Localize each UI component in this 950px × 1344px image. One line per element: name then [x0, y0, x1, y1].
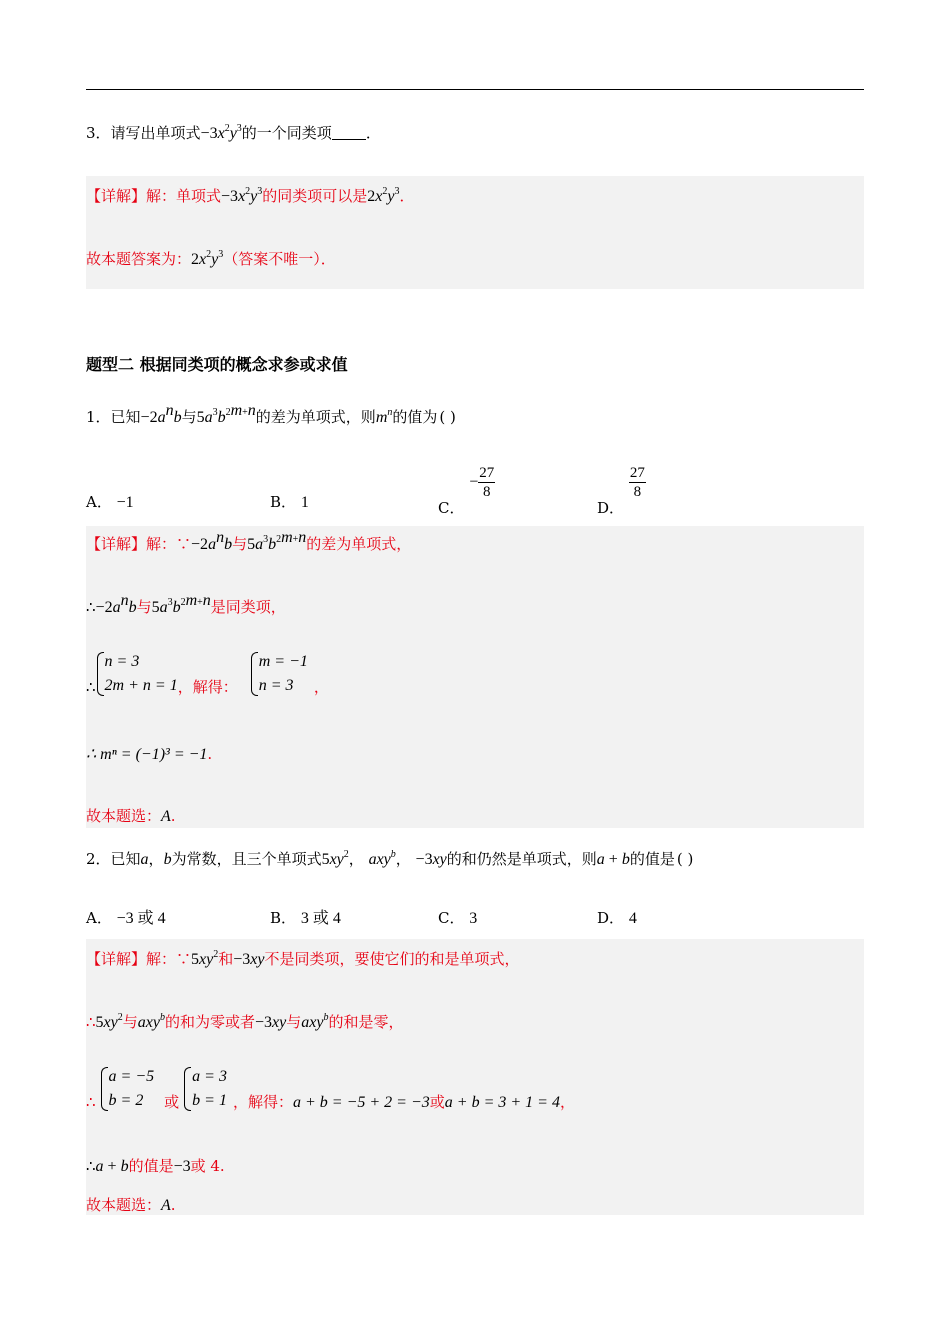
solution-1-line-2: $\therefore-2a^nb$与$5a^3b^{2m+n}$是同类项，	[86, 592, 286, 616]
solution-box-3	[86, 176, 864, 289]
solution-2-line-1: 【详解】解：$\because 5xy^2$和−3xy不是同类项，要使它们的和是单项式，	[86, 949, 520, 968]
solution-1-line-3: ∴ n = 3 2m + n = 1 ，解得： m = −1 n = 3 ，	[86, 650, 329, 699]
equation-system: a = 3 b = 1	[183, 1065, 227, 1113]
solution-3-line-2: 故本题答案为：$2x^2y^3$（答案不唯一）．	[86, 249, 336, 268]
answer-blank	[332, 125, 366, 140]
equation-system: m = −1 n = 3	[250, 650, 308, 698]
solution-box-1	[86, 526, 864, 828]
q2-option-a[interactable]: A． −3 或 4	[86, 909, 166, 927]
q1-option-d[interactable]: D． $\frac{27}{8}$	[597, 465, 645, 517]
solution-2-line-2: $\therefore 5xy^2$与axy$^b$的和为零或者−3xy与axy$^b$的和是零，	[86, 1012, 404, 1031]
math-expr: $-3x^2y^3$	[200, 123, 242, 142]
solution-1-line-4: ∴ mⁿ = (−1)³ = −1.	[86, 745, 213, 763]
solution-2-answer: 故本题选：A.	[86, 1196, 176, 1214]
solution-1-line-1: 【详解】解：$\because-2a^nb$与$5a^3b^{2m+n}$的差为单项式，	[86, 529, 412, 553]
question-1: 1．已知$-2a^nb$与$5a^3b^{2m+n}$的差为单项式，则$m^n$的值为 ( )	[86, 402, 456, 426]
equation-system: a = −5 b = 2	[100, 1065, 155, 1113]
q1-option-a[interactable]: A． −1	[86, 493, 134, 511]
question-2: 2．已知a，b为常数，且三个单项式$5xy^2$， axy$^b$， −3xy的和仍然是单项式，则a + b的值是 ( )	[86, 849, 694, 868]
section-title: 题型二 根据同类项的概念求参或求值	[86, 355, 348, 374]
fraction: $\frac{27}{8}$	[629, 465, 645, 500]
solution-2-line-3: ∴ a = −5 b = 2 或 a = 3 b = 1 ，解得：a + b = −5 + 2 = −3或a + b = 3 + 1 = 4，	[86, 1065, 575, 1115]
question-3: 3．请写出单项式$-3x^2y^3$的一个同类项 ．	[86, 123, 381, 142]
q1-option-c[interactable]: C． − $\frac{27}{8}$	[438, 465, 495, 517]
q2-option-c[interactable]: C． 3	[438, 909, 478, 927]
q2-option-d[interactable]: D． 4	[597, 909, 637, 927]
solution-3-line-1: 【详解】解：单项式$-3x^2y^3$的同类项可以是$2x^2y^3$．	[86, 186, 415, 205]
q1-option-b[interactable]: B． 1	[270, 493, 309, 511]
solution-1-answer: 故本题选：A.	[86, 807, 176, 825]
solution-box-2	[86, 939, 864, 1215]
equation-system: n = 3 2m + n = 1	[96, 650, 178, 698]
solution-2-line-4: ∴a + b的值是−3或 4.	[86, 1157, 225, 1175]
header-rule	[86, 89, 864, 90]
q2-option-b[interactable]: B． 3 或 4	[270, 909, 341, 927]
fraction: $\frac{27}{8}$	[479, 465, 495, 500]
